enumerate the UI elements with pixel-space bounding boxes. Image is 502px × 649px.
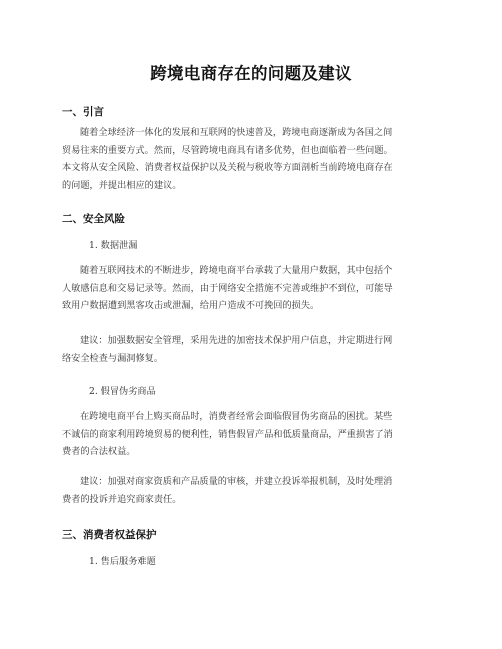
item-label-after-sales: 1. 售后服务难题 — [89, 556, 156, 567]
item-label-data-leak: 1. 数据泄漏 — [89, 240, 138, 251]
item-label-counterfeit: 2. 假冒伪劣商品 — [89, 386, 156, 397]
document-title: 跨境电商存在的问题及建议 — [150, 64, 352, 83]
paragraph-counterfeit — [62, 408, 440, 461]
paragraph-line: 人敏感信息和交易记录等。然而，由于网络安全措施不完善或维护不到位，可能导 — [62, 282, 393, 294]
paragraph-line: 随着全球经济一体化的发展和互联网的快速普及，跨境电商逐渐成为各国之间 — [80, 127, 393, 138]
paragraph-line: 本文将从安全风险、消费者权益保护以及关税与税收等方面剖析当前跨境电商存在 — [62, 162, 393, 173]
paragraph-data-leak — [62, 262, 440, 315]
paragraph-line: 致用户数据遭到黑客攻击或泄漏，给用户造成不可挽回的损失。 — [62, 300, 320, 311]
paragraph-intro — [62, 124, 440, 194]
paragraph-line: 不诚信的商家利用跨境贸易的便利性，销售假冒产品和低质量商品，严重损害了消 — [62, 428, 393, 440]
paragraph-line: 建议：加强对商家资质和产品质量的审核，并建立投诉举报机制，及时处理消 — [80, 476, 393, 487]
paragraph-counterfeit-advice — [62, 473, 440, 508]
paragraph-line: 随着互联网技术的不断进步，跨境电商平台承载了大量用户数据，其中包括个 — [80, 265, 393, 276]
paragraph-line: 在跨境电商平台上购买商品时，消费者经常会面临假冒伪劣商品的困扰。某些 — [80, 411, 393, 422]
section-heading-intro: 一、引言 — [62, 106, 104, 118]
paragraph-line: 贸易往来的重要方式。然而，尽管跨境电商具有诸多优势，但也面临着一些问题。 — [62, 144, 393, 156]
section-heading-security: 二、安全风险 — [62, 213, 125, 225]
paragraph-line: 费者的合法权益。 — [62, 446, 136, 457]
paragraph-line: 络安全检查与漏洞修复。 — [62, 352, 164, 364]
paragraph-data-leak-advice — [62, 332, 440, 367]
paragraph-line: 的问题，并提出相应的建议。 — [62, 179, 182, 191]
section-heading-consumer-rights: 三、消费者权益保护 — [62, 529, 157, 541]
paragraph-line: 费者的投诉并追究商家责任。 — [62, 493, 182, 505]
paragraph-line: 建议：加强数据安全管理，采用先进的加密技术保护用户信息，并定期进行网 — [80, 335, 393, 346]
